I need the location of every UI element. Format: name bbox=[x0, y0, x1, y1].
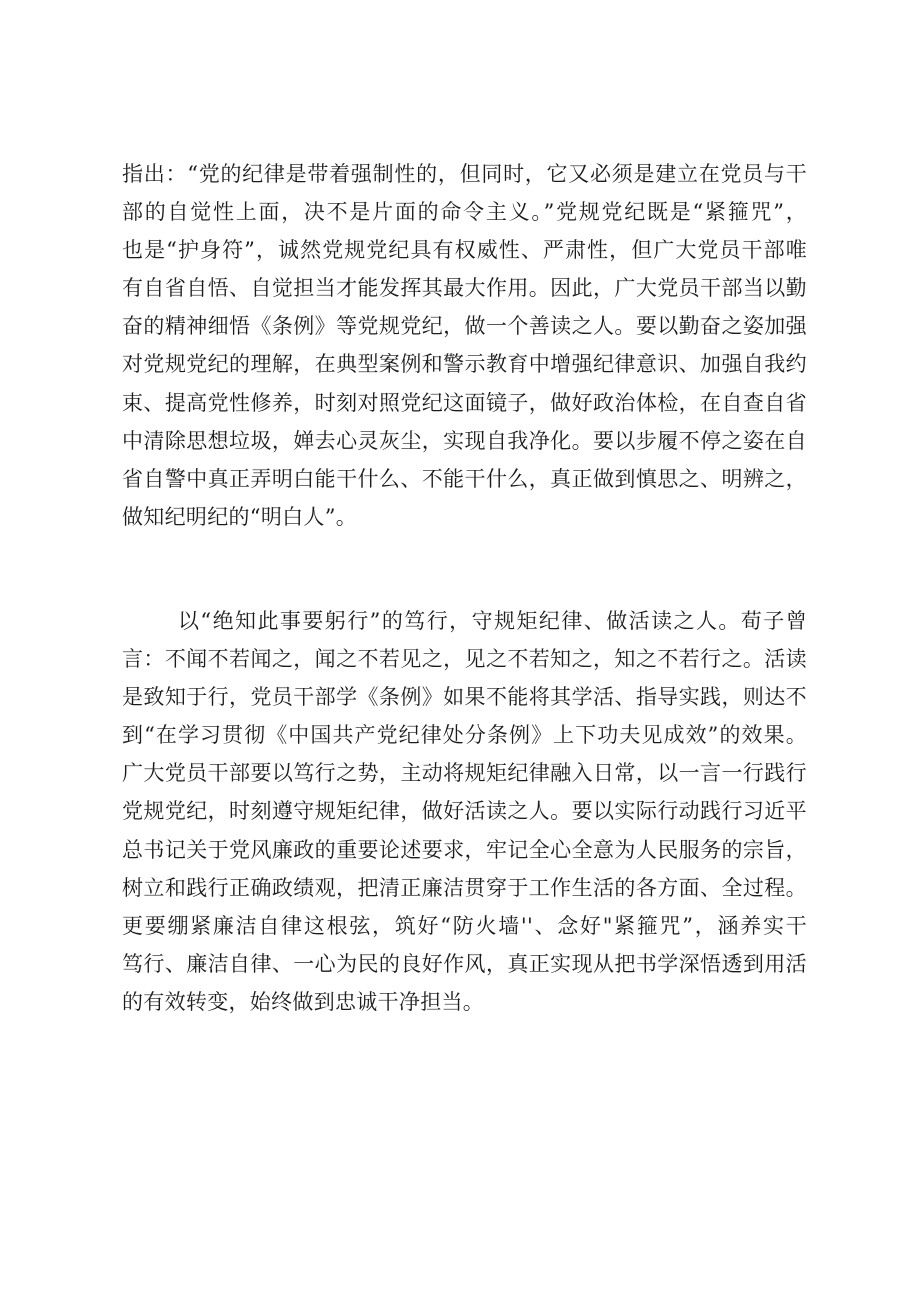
text-line: 以“绝知此事要躬行”的笃行，守规矩纪律、做活读之人。荀子曾 bbox=[178, 609, 807, 633]
text-line: 有自省自悟、自觉担当才能发挥其最大作用。因此，广大党员干部当以勤 bbox=[122, 276, 807, 301]
text-line: 党规党纪，时刻遵守规矩纪律，做好活读之人。要以实际行动践行习近平 bbox=[122, 799, 807, 824]
text-line: 束、提高党性修养，时刻对照党纪这面镜子，做好政治体检，在自查自省 bbox=[122, 390, 807, 415]
text-line: 做知纪明纪的“明白人”。 bbox=[122, 504, 358, 529]
text-line: 的有效转变，始终做到忠诚干净担当。 bbox=[122, 989, 485, 1014]
text-line: 广大党员干部要以笃行之势，主动将规矩纪律融入日常，以一言一行践行 bbox=[122, 761, 807, 786]
text-line: 中清除思想垃圾，婵去心灵灰尘，实现自我净化。要以步履不停之姿在自 bbox=[122, 428, 807, 453]
text-line: 部的自觉性上面，决不是片面的命令主义。”党规党纪既是“紧箍咒”， bbox=[122, 200, 807, 225]
text-line: 奋的精神细悟《条例》等党规党纪，做一个善读之人。要以勤奋之姿加强 bbox=[122, 314, 807, 339]
text-line: 树立和践行正确政绩观，把清正廉洁贯穿于工作生活的各方面、全过程。 bbox=[122, 875, 807, 900]
text-line: 指出：“党的纪律是带着强制性的，但同时，它又必须是建立在党员与干 bbox=[122, 162, 807, 186]
paragraph-practice-and-action bbox=[122, 602, 807, 1021]
text-line: 笃行、廉洁自律、一心为民的良好作风，真正实现从把书学深悟透到用活 bbox=[122, 951, 807, 976]
text-line: 总书记关于党风廉政的重要论述要求，牢记全心全意为人民服务的宗旨， bbox=[122, 837, 807, 862]
text-line: 也是“护身符”，诚然党规党纪具有权威性、严肃性，但广大党员干部唯 bbox=[122, 238, 807, 263]
text-line: 更要绷紧廉洁自律这根弦，筑好“防火墙''、念好"紧箍咒”，涵养实干 bbox=[122, 913, 807, 938]
text-line: 到“在学习贯彻《中国共产党纪律处分条例》上下功夫见成效”的效果。 bbox=[122, 723, 807, 748]
text-line: 言：不闻不若闻之，闻之不若见之，见之不若知之，知之不若行之。活读 bbox=[122, 647, 807, 672]
paragraph-discipline-self-awareness bbox=[122, 155, 807, 536]
text-line: 对党规党纪的理解，在典型案例和警示教育中增强纪律意识、加强自我约 bbox=[122, 352, 807, 377]
text-line: 是致知于行，党员干部学《条例》如果不能将其学活、指导实践，则达不 bbox=[122, 685, 807, 710]
text-line: 省自警中真正弄明白能干什么、不能干什么，真正做到慎思之、明辨之， bbox=[122, 466, 807, 491]
